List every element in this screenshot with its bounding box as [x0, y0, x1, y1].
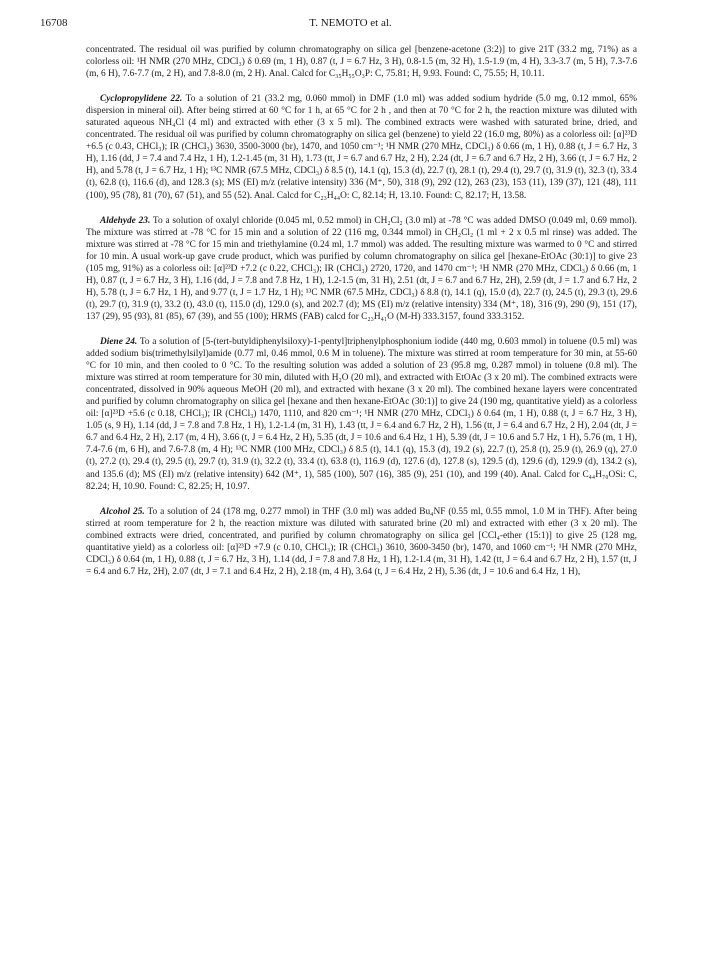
paragraph-text: To a solution of [5-(tert-butyldiphenylsiloxy)-1-pentyl]triphenylphosphonium iodide (440 mg, 0.603 mmol) in toluene (0.5 ml) was added sodium bis(trimethylsilyl)amide (0.77 ml, 0.46 mmol, 0.6 M in toluene). The mixture was stirred at room temperature for 30 min, at 55-60 °C for 10 min, and then cooled to 0 °C. To the resulting solution was added a solution of 23 (95.8 mg, 0.287 mmol) in toluene (0.8 ml). The mixture was stirred at room temperature for 30 min, diluted with H₂O (20 ml), and extracted with EtOAc (3 x 20 ml). The combined extracts were concentrated, dissolved in 90% aqueous MeOH (20 ml), and extracted with hexane (3 x 20 ml). The combined hexane layers were concentrated and purified by column chromatography on silica gel [hexane and then hexane-EtOAc (30:1)] to give 24 (190 mg, quantitative yield) as a colorless oil: [α]²³D +5.6 (c 0.18, CHCl₃); IR (CHCl₃) 1470, 1110, and 820 cm⁻¹; ¹H NMR (270 MHz, CDCl₃) δ 0.64 (m, 1 H), 0.88 (t, J = 6.7 Hz, 3 H), 1.05 (s, 9 H), 1.14 (dd, J = 7.8 and 7.8 Hz, 1 H), 1.2-1.4 (m, 31 H), 1.43 (tt, J = 6.4 and 6.7 Hz, 2 H), 1.56 (tt, J = 6.4 and 6.7 Hz, 2 H), 2.04 (dt, J = 6.7 and 6.4 Hz, 2 H), 2.17 (m, 4 H), 3.66 (t, J = 6.4 Hz, 2 H), 5.35 (dt, J = 10.6 and 6.4 Hz, 1 H), 5.39 (dt, J = 10.6 and 5.7 Hz, 1 H), 5.76 (m, 1 H), 7.4-7.6 (m, 6 H), and 7.6-7.8 (m, 4 H); ¹³C NMR (100 MHz, CDCl₃) δ 8.5 (t), 14.1 (q), 15.3 (d), 19.2 (s), 22.7 (t), 25.8 (t), 25.9 (t), 26.9 (q), 27.0 (t), 27.2 (t), 29.4 (t), 29.5 (t), 29.7 (t), 31.9 (t), 32.2 (t), 33.4 (t), 63.8 (t), 116.9 (d), 127.6 (d), 127.8 (s), 129.5 (d), 129.6 (d), 129.9 (d), 134.2 (s), and 135.6 (d); MS (EI) m/z (relative intensity) 642 (M⁺, 1), 585 (100), 507 (16), 385 (9), 251 (10), and 199 (40). Anal. Calcd for C₄₄H₇₀OSi: C, 82.24; H, 10.90. Found: C, 82.25; H, 10.97. — [86, 336, 637, 492]
paragraph-aldehyde-23 — [86, 215, 637, 323]
running-title: T. NEMOTO et al. — [309, 17, 392, 29]
paragraph-alcohol-25 — [86, 506, 637, 578]
article-body — [86, 44, 637, 591]
page-number: 16708 — [40, 17, 68, 29]
paragraph-heading: Diene 24. — [100, 336, 138, 347]
paragraph-diene-24 — [86, 336, 637, 493]
page-header — [40, 17, 661, 31]
paragraph-cyclopropylidene-22 — [86, 93, 637, 201]
paragraph-text: To a solution of 24 (178 mg, 0.277 mmol) in THF (3.0 ml) was added Bu₄NF (0.55 ml, 0.55 mmol, 1.0 M in THF). After being stirred at room temperature for 2 h, the reaction mixture was diluted with saturated brine (20 ml) and extracted with ether (3 x 20 ml). The combined extracts were dried, concentrated, and purified by column chromatography on silica gel [CCl₄-ether (15:1)] to give 25 (128 mg, quantitative yield) as a colorless oil: [α]²³D +7.9 (c 0.10, CHCl₃); IR (CHCl₃) 3610, 3600-3450 (br), 1470, and 1060 cm⁻¹; ¹H NMR (270 MHz, CDCl₃) δ 0.64 (m, 1 H), 0.88 (t, J = 6.7 Hz, 3 H), 1.14 (dd, J = 7.8 and 7.8 Hz, 1 H), 1.2-1.4 (m, 31 H), 1.42 (tt, J = 6.4 and 6.7 Hz, 2 H), 1.57 (tt, J = 6.4 and 6.7 Hz, 2H), 2.07 (dt, J = 7.1 and 6.4 Hz, 2 H), 2.18 (m, 4 H), 3.64 (t, J = 6.4 Hz, 2 H), 5.36 (dt, J = 10.6 and 6.4 Hz, 1 H), — [86, 506, 637, 577]
paragraph-heading: Aldehyde 23. — [100, 215, 151, 226]
paragraph-heading: Alcohol 25. — [100, 506, 145, 517]
paragraph-text: To a solution of oxalyl chloride (0.045 ml, 0.52 mmol) in CH₂Cl₂ (3.0 ml) at -78 °C was added DMSO (0.049 ml, 0.69 mmol). The mixture was stirred at -78 °C for 15 min and a solution of 22 (116 mg, 0.344 mmol) in CH₂Cl₂ (1 ml + 2 x 0.5 ml rinse) was added. The mixture was stirred at -78 °C for 15 min and triethylamine (0.24 ml, 1.7 mmol) was added. The resulting mixture was warmed to 0 °C and stirred for 10 min. A usual work-up gave crude product, which was purified by column chromatography on silica gel [hexane-EtOAc (30:1)] to give 23 (105 mg, 91%) as a colorless oil: [α]²³D +7.2 (c 0.22, CHCl₃); IR (CHCl₃) 2720, 1720, and 1470 cm⁻¹; ¹H NMR (270 MHz, CDCl₃) δ 0.66 (m, 1 H), 0.87 (t, J = 6.7 Hz, 3 H), 1.16 (dd, J = 7.8 and 7.8 Hz, 1 H), 1.2-1.5 (m, 31 H), 2.51 (dt, J = 6.7 and 6.7 Hz, 2H), 2.59 (dt, J = 1.7 and 6.7 Hz, 2 H), 5.78 (t, J = 6.7 Hz, 1 H), and 9.77 (t, J = 1.7 Hz, 1 H); ¹³C NMR (67.5 MHz, CDCl₃) δ 8.8 (t), 14.1 (q), 15.0 (d), 22.7 (t), 24.5 (t), 29.3 (t), 29.6 (t), 29.7 (t), 31.9 (t), 33.2 (t), 43.0 (t), 115.0 (d), 129.0 (s), and 202.7 (d); MS (EI) m/z (relative intensity) 334 (M⁺, 18), 316 (9), 290 (9), 151 (17), 137 (29), 95 (93), 81 (85), 67 (39), and 55 (100); HRMS (FAB) calcd for C₂₃H₄₁O (M-H) 333.3157, found 333.3152. — [86, 215, 637, 322]
paragraph-heading: Cyclopropylidene 22. — [100, 94, 183, 105]
paragraph-text: concentrated. The residual oil was purified by column chromatography on silica gel [benzene-acetone (3:2)] to give 21T (33.2 mg, 71%) as a colorless oil: ¹H NMR (270 MHz, CDCl₃) δ 0.69 (m, 1 H), 0.87 (t, J = 6.7 Hz, 3 H), 0.8-1.5 (m, 32 H), 1.5-1.9 (m, 4 H), 3.3-3.7 (m, 5 H), 7.3-7.6 (m, 6 H), 7.6-7.7 (m, 2 H), and 7.8-8.0 (m, 2 H). Anal. Calcd for C₃₅H₅₅O₃P: C, 75.81; H, 9.93. Found: C, 75.55; H, 10.11. — [86, 45, 637, 80]
paragraph-continuation — [86, 44, 637, 80]
paragraph-text: To a solution of 21 (33.2 mg, 0.060 mmol) in DMF (1.0 ml) was added sodium hydride (5.0 mg, 0.12 mmol, 65% dispersion in mineral oil). After being stirred at 60 °C for 1 h, at 65 °C for 2 h , and then at 70 °C for 2 h, the reaction mixture was diluted with saturated aqueous NH₄Cl (4 ml) and extracted with ether (3 x 5 ml). The combined extracts were washed with saturated brine, dried, and concentrated. The residual oil was purified by column chromatography on silica gel (benzene) to yield 22 (16.0 mg, 80%) as a colorless oil: [α]²³D +6.5 (c 0.43, CHCl₃); IR (CHCl₃) 3630, 3500-3000 (br), 1470, and 1050 cm⁻¹; ¹H NMR (270 MHz, CDCl₃) δ 0.66 (m, 1 H), 0.88 (t, J = 6.7 Hz, 3 H), 1.16 (dd, J = 7.4 and 7.4 Hz, 1 H), 1.2-1.45 (m, 31 H), 1.73 (tt, J = 6.7 and 6.7 Hz, 2 H), 2.24 (dt, J = 6.7 and 6.7 Hz, 2 H), 3.66 (t, J = 6.7 Hz, 2 H), and 5.78 (t, J = 6.7 Hz, 1 H); ¹³C NMR (67.5 MHz, CDCl₃) δ 8.5 (t), 14.1 (q), 15.3 (d), 22.7 (t), 28.1 (t), 29.4 (t), 29.7 (t), 31.9 (t), 32.3 (t), 33.4 (t), 62.8 (t), 116.6 (d), and 128.3 (s); MS (EI) m/z (relative intensity) 336 (M⁺, 50), 318 (9), 292 (12), 263 (23), 153 (11), 139 (37), 121 (48), 111 (100), 95 (78), 81 (70), 67 (51), and 55 (52). Anal. Calcd for C₂₃H₄₄O: C, 82.14; H, 13.10. Found: C, 82.17; H, 13.58. — [86, 94, 638, 201]
